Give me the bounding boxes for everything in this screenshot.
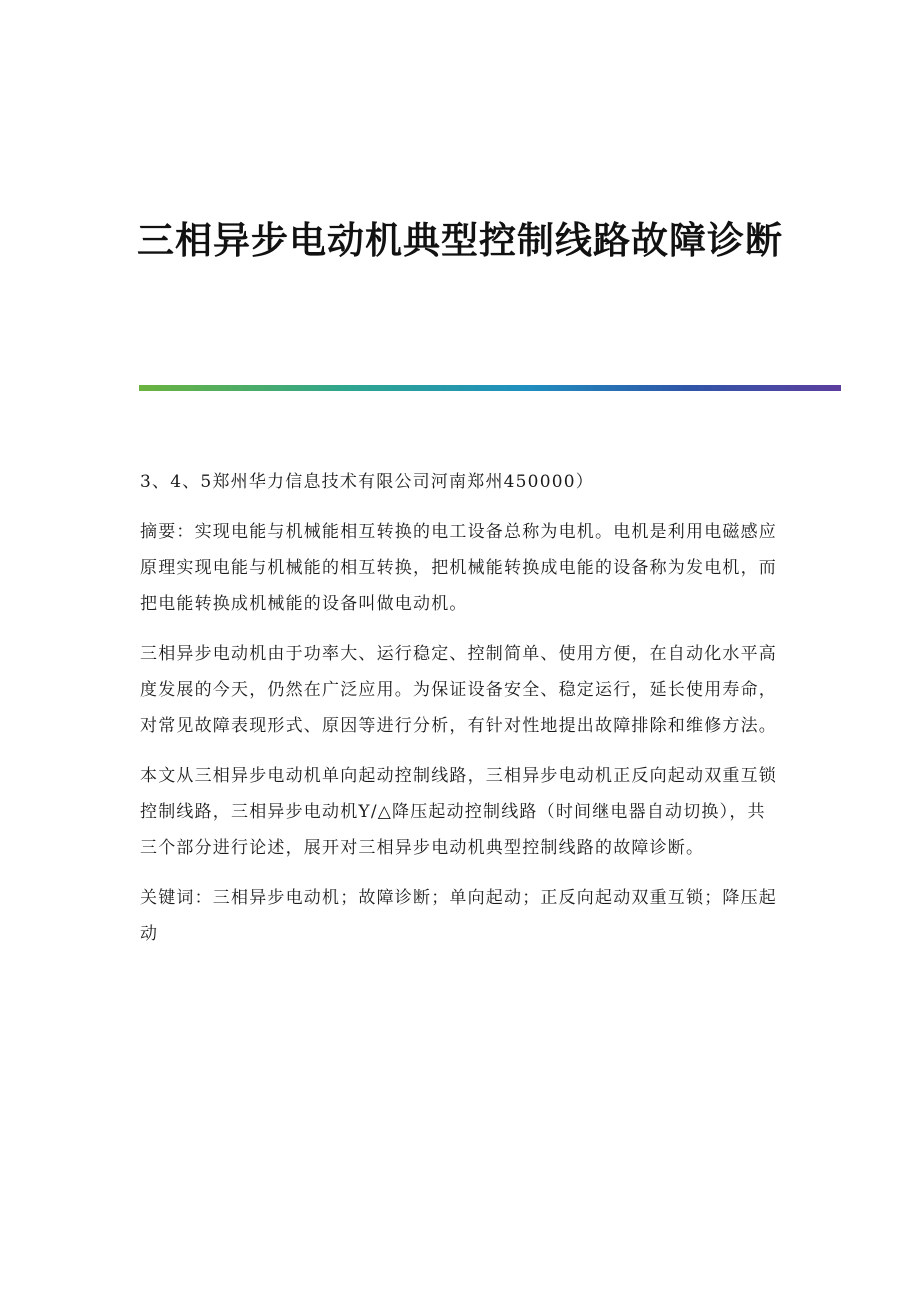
title-divider [139,385,841,391]
document-body [140,464,780,966]
body-paragraph-1: 三相异步电动机由于功率大、运行稳定、控制简单、使用方便，在自动化水平高度发展的今天，仍然在广泛应用。为保证设备安全、稳定运行，延长使用寿命，对常见故障表现形式、原因等进行分析，有针对性地提出故障排除和维修方法。 [140,644,777,736]
body-paragraph-2: 本文从三相异步电动机单向起动控制线路，三相异步电动机正反向起动双重互锁控制线路，三相异步电动机Y/△降压起动控制线路（时间继电器自动切换），共三个部分进行论述，展开对三相异步电动机典型控制线路的故障诊断。 [140,766,777,858]
page-title: 三相异步电动机典型控制线路故障诊断 [137,218,783,262]
abstract-paragraph: 摘要：实现电能与机械能相互转换的电工设备总称为电机。电机是利用电磁感应原理实现电能与机械能的相互转换，把机械能转换成电能的设备称为发电机，而把电能转换成机械能的设备叫做电动机。 [140,522,777,614]
keywords-paragraph: 关键词：三相异步电动机；故障诊断；单向起动；正反向起动双重互锁；降压起动 [140,888,777,944]
affiliation-text: 3、4、5郑州华力信息技术有限公司河南郑州450000） [140,472,594,492]
